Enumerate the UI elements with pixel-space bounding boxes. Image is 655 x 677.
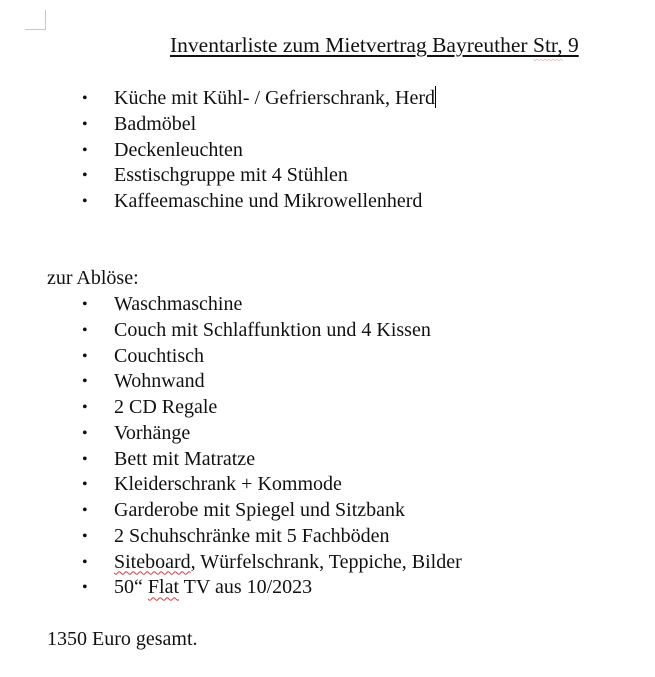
- misspelled-word[interactable]: Flat: [147, 576, 180, 599]
- page-margin-corner-marker: [25, 10, 46, 30]
- bullet-icon: •: [82, 399, 88, 416]
- bullet-icon: •: [82, 579, 88, 597]
- misspelled-word[interactable]: Siteboard: [114, 550, 191, 573]
- bullet-icon: •: [82, 90, 88, 107]
- bullet-icon: •: [82, 424, 88, 442]
- bullet-icon: •: [82, 347, 88, 365]
- bullet-icon: •: [82, 115, 88, 133]
- bullet-icon: •: [82, 141, 88, 159]
- bullet-icon: •: [82, 296, 88, 313]
- title-tail: 9: [562, 33, 579, 57]
- title-text: Inventarliste zum Mietvertrag Bayreuther: [170, 33, 533, 57]
- section-label-buyout[interactable]: zur Ablöse:: [47, 267, 139, 289]
- bullet-icon: •: [82, 553, 88, 571]
- bullet-icon: •: [82, 502, 88, 519]
- bullet-icon: •: [82, 321, 88, 339]
- bullet-icon: •: [82, 450, 88, 468]
- bullet-icon: •: [82, 193, 88, 210]
- bullet-icon: •: [82, 167, 88, 185]
- text-cursor: [435, 86, 436, 108]
- bullet-icon: •: [82, 476, 88, 494]
- bullet-icon: •: [82, 373, 88, 391]
- title-misspelled-word[interactable]: Str,: [532, 33, 563, 57]
- bullet-icon: •: [82, 527, 88, 545]
- document-title[interactable]: [170, 32, 579, 58]
- total-price[interactable]: 1350 Euro gesamt.: [47, 628, 198, 650]
